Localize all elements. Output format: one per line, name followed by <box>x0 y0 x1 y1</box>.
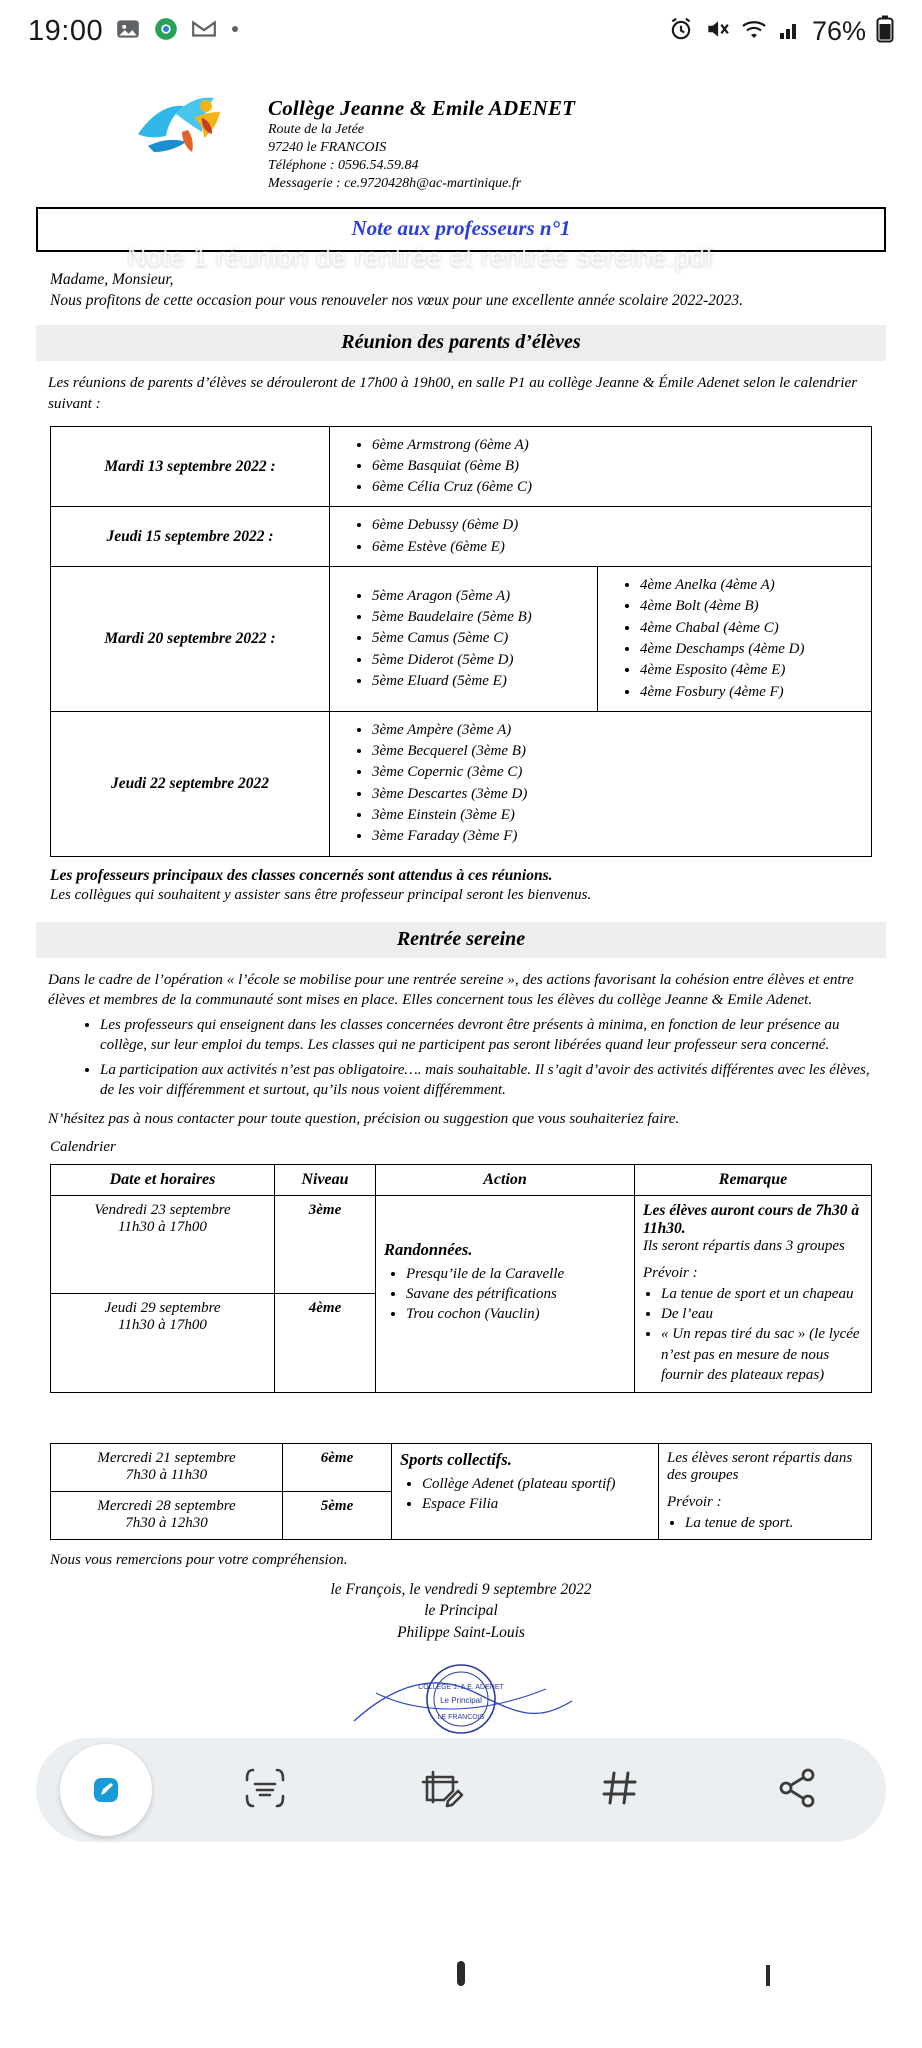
note-edit-icon[interactable] <box>415 1761 469 1820</box>
list-item: • Les professeurs qui enseignent dans les classes concernées devront être présents à minima, en fonction de leur présence au collège, sur leur emploi du temps. Les classes qui ne participent pas seront libérées quand leur professeur sera concerné. <box>100 1016 872 1056</box>
school-phone: Téléphone : 0596.54.59.84 <box>268 157 419 173</box>
note-title: Note aux professeurs n°1 <box>351 215 571 240</box>
back-icon[interactable] <box>766 1965 770 1983</box>
cal2-action-title: Sports collectifs. <box>400 1449 512 1469</box>
closing-name: Philippe Saint-Louis <box>397 1623 525 1641</box>
reunion-classes <box>330 426 872 507</box>
system-navigation-bar[interactable] <box>0 1900 922 2048</box>
list-item: • 5ème Aragon (5ème A) <box>372 586 589 607</box>
cal2-date-1-line1: Mercredi 21 septembre <box>97 1449 236 1466</box>
note-title-banner <box>36 207 886 252</box>
list-item: • « Un repas tiré du sac » (le lycée n’est pas en mesure de nous fournir des plateaux repas) <box>661 1324 863 1385</box>
salutation-line-1: Madame, Monsieur, <box>50 270 174 288</box>
cal2-date-1-line2: 7h30 à 11h30 <box>125 1466 208 1483</box>
school-city: 97240 le FRANCOIS <box>268 139 387 155</box>
share-button[interactable] <box>709 1738 887 1842</box>
rentree-contact: N’hésitez pas à nous contacter pour toute question, précision ou suggestion que vous souhaiteriez faire. <box>48 1109 680 1127</box>
list-item: • Savane des pétrifications <box>406 1284 626 1304</box>
cal-level-1: 3ème <box>275 1195 376 1293</box>
alarm-icon <box>668 16 694 47</box>
nav-recents-button[interactable] <box>94 1929 214 2019</box>
list-item: • 6ème Debussy (6ème D) <box>372 515 863 536</box>
list-item: • Presqu’ile de la Caravelle <box>406 1264 626 1284</box>
cal-date-1-line2: 11h30 à 17h00 <box>118 1218 207 1235</box>
nav-home-button[interactable] <box>401 1929 521 2019</box>
list-item: • La participation aux activités n’est pas obligatoire…. mais souhaitable. Il s’agit d’avoir des activités différentes avec les élèves, de les voir différemment et surtout, qu’ils nous voient différemment. <box>100 1061 872 1101</box>
hash-icon[interactable] <box>595 1763 645 1818</box>
reunion-date: Jeudi 22 septembre 2022 <box>51 711 330 856</box>
cal-date-2-line1: Jeudi 29 septembre <box>104 1300 221 1317</box>
list-item: • Collège Adenet (plateau sportif) <box>422 1474 650 1494</box>
cal-remark-cell <box>635 1195 872 1392</box>
table-row <box>51 507 872 567</box>
svg-text:COLLEGE J. & E. ADENET: COLLEGE J. & E. ADENET <box>418 1684 504 1692</box>
dot-icon <box>229 22 241 40</box>
list-item: • 3ème Faraday (3ème F) <box>372 826 863 847</box>
reunion-classes <box>330 507 872 567</box>
reunion-table <box>50 426 872 857</box>
rentree-bullets <box>80 1016 872 1101</box>
gmail-icon <box>191 16 217 47</box>
closing-thanks: Nous vous remercions pour votre compréhension. <box>50 1551 348 1568</box>
wifi-icon <box>740 16 768 47</box>
rentree-intro: Dans le cadre de l’opération « l’école se mobilise pour une rentrée sereine », des actions favorisant la cohésion entre élèves et entre élèves et membres de la communauté sont mises en place. Elles concernent tous les élèves du collège Jeanne & Emile Adenet. <box>48 970 854 1008</box>
battery-percent: 76% <box>811 15 866 46</box>
list-item: • 5ème Baudelaire (5ème B) <box>372 607 589 628</box>
mute-icon <box>704 16 730 47</box>
reunion-note-bold: Les professeurs principaux des classes concernés sont attendus à ces réunions. <box>50 866 553 884</box>
list-item: • De l’eau <box>661 1304 863 1324</box>
calendar-table <box>50 1164 872 1393</box>
list-item: • 4ème Deschamps (4ème D) <box>640 639 863 660</box>
official-stamp-icon <box>336 1653 586 1745</box>
reunion-date: Jeudi 15 septembre 2022 : <box>51 507 330 567</box>
pen-circle-icon[interactable] <box>60 1744 152 1836</box>
closing-role: le Principal <box>424 1602 498 1620</box>
table-row <box>51 426 872 507</box>
list-item: • Espace Filia <box>422 1494 650 1514</box>
cal-remark-prevoir: Prévoir : <box>643 1264 698 1281</box>
reunion-classes-4eme <box>597 567 871 712</box>
reunion-note-plain: Les collègues qui souhaitent y assister sans être professeur principal seront les bienvenus. <box>50 886 592 903</box>
calendrier-label: Calendrier <box>50 1138 116 1155</box>
reunion-date: Mardi 20 septembre 2022 : <box>51 567 330 712</box>
signature-block <box>22 1579 900 1643</box>
col-date: Date et horaires <box>51 1164 275 1195</box>
list-item: • 6ème Armstrong (6ème A) <box>372 435 863 456</box>
list-item: • 4ème Bolt (4ème B) <box>640 596 863 617</box>
annotate-button[interactable] <box>354 1738 532 1842</box>
reunion-date: Mardi 13 septembre 2022 : <box>51 426 330 507</box>
cal2-date-2-line2: 7h30 à 12h30 <box>125 1514 208 1531</box>
table-row <box>51 711 872 856</box>
col-remarque: Remarque <box>635 1164 872 1195</box>
table-header-row <box>51 1164 872 1195</box>
tags-button[interactable] <box>531 1738 709 1842</box>
status-bar <box>0 0 922 62</box>
cal2-level-1: 6ème <box>283 1443 392 1491</box>
cal2-date-2-line1: Mercredi 28 septembre <box>97 1497 236 1514</box>
closing-place-date: le François, le vendredi 9 septembre 2022 <box>330 1580 592 1598</box>
pdf-toolbar[interactable] <box>36 1738 886 1842</box>
table-row <box>51 1443 872 1491</box>
cal2-date-2 <box>51 1491 283 1539</box>
list-item: • 3ème Copernic (3ème C) <box>372 762 863 783</box>
cal2-action-cell <box>392 1443 659 1539</box>
list-item: • 3ème Descartes (3ème D) <box>372 784 863 805</box>
list-item: • 3ème Einstein (3ème E) <box>372 805 863 826</box>
letterhead <box>22 88 900 193</box>
calendar-table-2 <box>50 1443 872 1540</box>
list-item: • Trou cochon (Vauclin) <box>406 1304 626 1324</box>
list-item: • 4ème Anelka (4ème A) <box>640 575 863 596</box>
cal-action-title: Randonnées. <box>384 1239 473 1259</box>
cal2-date-1 <box>51 1443 283 1491</box>
school-info <box>268 88 575 193</box>
list-item: • 6ème Estève (6ème E) <box>372 537 863 558</box>
signal-icon <box>778 17 802 46</box>
cal-remark-line: Ils seront répartis dans 3 groupes <box>643 1237 845 1254</box>
cal2-remark-prevoir: Prévoir : <box>667 1493 722 1510</box>
cal2-level-2: 5ème <box>283 1491 392 1539</box>
list-item: • 6ème Basquiat (6ème B) <box>372 456 863 477</box>
school-mail: Messagerie : ce.9720428h@ac-martinique.fr <box>268 175 522 191</box>
nav-back-button[interactable] <box>708 1929 828 2019</box>
school-address: Route de la Jetée <box>268 122 365 137</box>
list-item: • 4ème Fosbury (4ème F) <box>640 682 863 703</box>
scan-icon[interactable] <box>239 1762 291 1819</box>
reunion-intro: Les réunions de parents d’élèves se dérouleront de 17h00 à 19h00, en salle P1 au collège Jeanne & Émile Adenet selon le calendrier suivant : <box>48 374 858 412</box>
cal2-remark-line: Les élèves seront répartis dans des groupes <box>667 1449 853 1483</box>
table-row <box>51 1195 872 1293</box>
home-icon[interactable] <box>457 1965 465 1983</box>
cal-level-2: 4ème <box>275 1294 376 1392</box>
cal-date-1 <box>51 1195 275 1293</box>
scan-crop-button[interactable] <box>176 1738 354 1842</box>
pdf-page-1 <box>0 62 922 1403</box>
share-icon[interactable] <box>773 1764 821 1817</box>
list-item: • 3ème Ampère (3ème A) <box>372 720 863 741</box>
pdf-page-2 <box>0 1417 922 1756</box>
chrome-icon <box>153 16 179 47</box>
cal2-remark-cell <box>659 1443 872 1539</box>
list-item: • 4ème Chabal (4ème C) <box>640 618 863 639</box>
reunion-classes <box>330 711 872 856</box>
col-action: Action <box>376 1164 635 1195</box>
reunion-classes-5eme <box>330 567 598 712</box>
list-item: • 6ème Célia Cruz (6ème C) <box>372 477 863 498</box>
list-item: • 5ème Diderot (5ème D) <box>372 650 589 671</box>
table-row <box>51 567 872 712</box>
filename-overlay: Note 1 réunion de rentrée et rentrée sereine.pdf <box>126 242 714 272</box>
section-title-rentree: Rentrée sereine <box>36 922 886 958</box>
list-item: • 4ème Esposito (4ème E) <box>640 660 863 681</box>
list-item: • La tenue de sport. <box>685 1513 863 1533</box>
svg-text:LE FRANCOIS: LE FRANCOIS <box>437 1714 485 1722</box>
list-item: • La tenue de sport et un chapeau <box>661 1284 863 1304</box>
cal-date-2 <box>51 1294 275 1392</box>
list-item: • 5ème Eluard (5ème E) <box>372 671 589 692</box>
battery-icon <box>876 15 894 48</box>
school-logo-icon <box>132 88 250 166</box>
col-niveau: Niveau <box>275 1164 376 1195</box>
gallery-icon <box>115 16 141 47</box>
salutation-line-2: Nous profitons de cette occasion pour vous renouveler nos vœux pour une excellente année scolaire 2022-2023. <box>50 291 744 309</box>
cal-date-1-line1: Vendredi 23 septembre <box>94 1201 231 1218</box>
salutation <box>50 270 900 312</box>
section-title-reunion: Réunion des parents d’élèves <box>36 325 886 361</box>
svg-text:Le Principal: Le Principal <box>440 1696 482 1706</box>
status-bar-left <box>28 15 241 48</box>
status-bar-right <box>668 15 894 48</box>
cal-action-cell <box>376 1195 635 1392</box>
list-item: • 5ème Camus (5ème C) <box>372 628 589 649</box>
pen-tool-button[interactable] <box>36 1738 176 1842</box>
school-name: Collège Jeanne & Emile ADENET <box>268 96 576 120</box>
pdf-viewer[interactable] <box>0 62 922 1722</box>
cal-remark-strong: Les élèves auront cours de 7h30 à 11h30. <box>643 1201 860 1237</box>
list-item: • 3ème Becquerel (3ème B) <box>372 741 863 762</box>
status-clock: 19:00 <box>28 14 104 47</box>
cal-date-2-line2: 11h30 à 17h00 <box>118 1317 207 1334</box>
